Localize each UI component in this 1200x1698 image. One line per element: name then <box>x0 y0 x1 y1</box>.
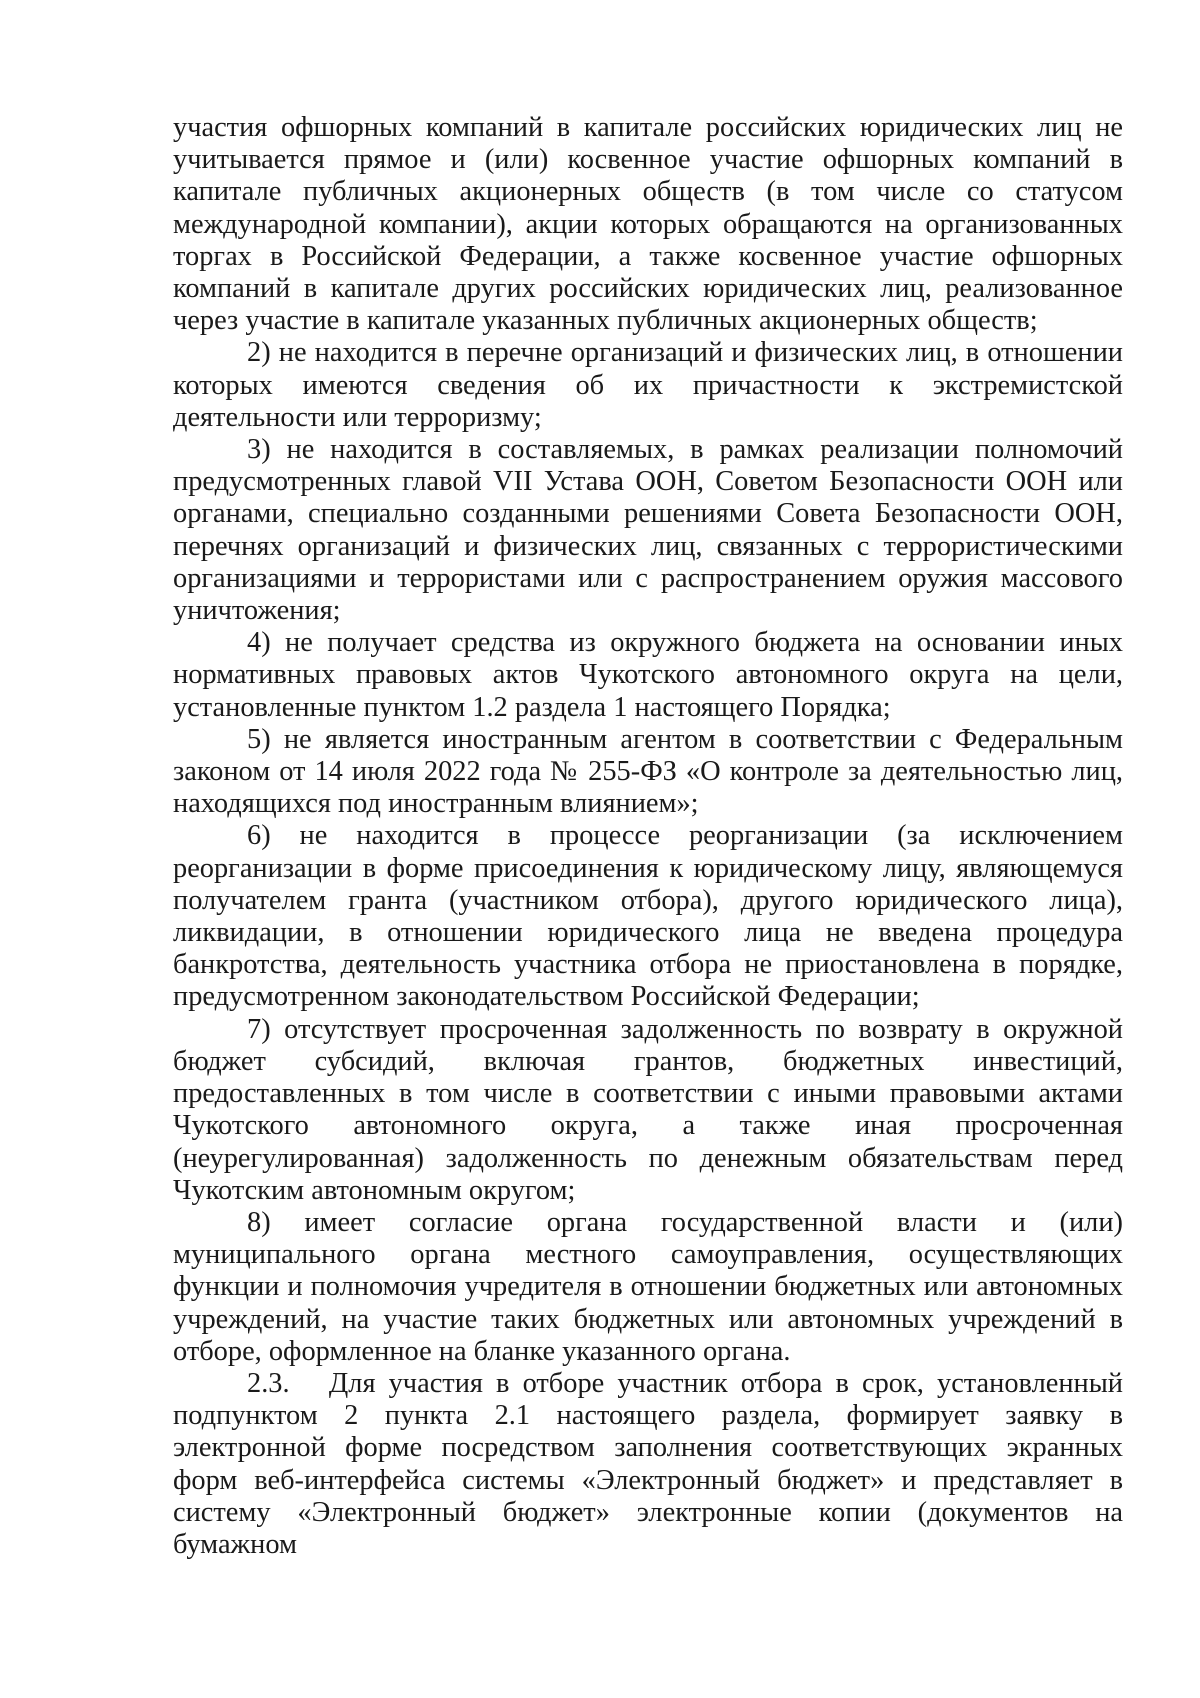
paragraph-item-6: 6) не находится в процессе реорганизации (за исключением реорганизации в форме присоединения к юридическому лицу, являющемуся получателем гранта (участником отбора), другого юридического лица), ликвидации, в отношении юридического лица не введена процедура банкротства, деятельность участника отбора не приостановлена в порядке, предусмотренном законодательством Российской Федерации; <box>173 820 1123 1013</box>
paragraph-item-7: 7) отсутствует просроченная задолженность по возврату в окружной бюджет субсидий, включая грантов, бюджетных инвестиций, предоставленных в том числе в соответствии с иными правовыми актами Чукотского автономного округа, а также иная просроченная (неурегулированная) задолженность по денежным обязательствам перед Чукотским автономным округом; <box>173 1013 1123 1206</box>
paragraph-continuation: участия офшорных компаний в капитале российских юридических лиц не учитывается прямое и (или) косвенное участие офшорных компаний в капитале публичных акционерных обществ (в том числе со статусом международной компании), акции которых обращаются на организованных торгах в Российской Федерации, а также косвенное участие офшорных компаний в капитале других российских юридических лиц, реализованное через участие в капитале указанных публичных акционерных обществ; <box>173 112 1123 337</box>
paragraph-item-5: 5) не является иностранным агентом в соответствии с Федеральным законом от 14 июля 2022 года № 255-ФЗ «О контроле за деятельностью лиц, находящихся под иностранным влиянием»; <box>173 723 1123 820</box>
paragraph-item-3: 3) не находится в составляемых, в рамках реализации полномочий предусмотренных главой VII Устава ООН, Советом Безопасности ООН или органами, специально созданными решениями Совета Безопасности ООН, перечнях организаций и физических лиц, связанных с террористическими организациями и террористами или с распространением оружия массового уничтожения; <box>173 434 1123 627</box>
paragraph-item-4: 4) не получает средства из окружного бюджета на основании иных нормативных правовых актов Чукотского автономного округа на цели, установленные пунктом 1.2 раздела 1 настоящего Порядка; <box>173 627 1123 723</box>
paragraph-item-2: 2) не находится в перечне организаций и физических лиц, в отношении которых имеются сведения об их причастности к экстремистской деятельности или терроризму; <box>173 337 1123 433</box>
document-page <box>173 112 1131 1561</box>
paragraph-section-2-3: 2.3. Для участия в отборе участник отбора в срок, установленный подпунктом 2 пункта 2.1 настоящего раздела, формирует заявку в электронной форме посредством заполнения соответствующих экранных форм веб-интерфейса системы «Электронный бюджет» и представляет в систему «Электронный бюджет» электронные копии (документов на бумажном <box>173 1367 1131 1560</box>
paragraph-item-8: 8) имеет согласие органа государственной власти и (или) муниципального органа местного самоуправления, осуществляющих функции и полномочия учредителя в отношении бюджетных или автономных учреждений, на участие таких бюджетных или автономных учреждений в отборе, оформленное на бланке указанного органа. <box>173 1206 1123 1367</box>
